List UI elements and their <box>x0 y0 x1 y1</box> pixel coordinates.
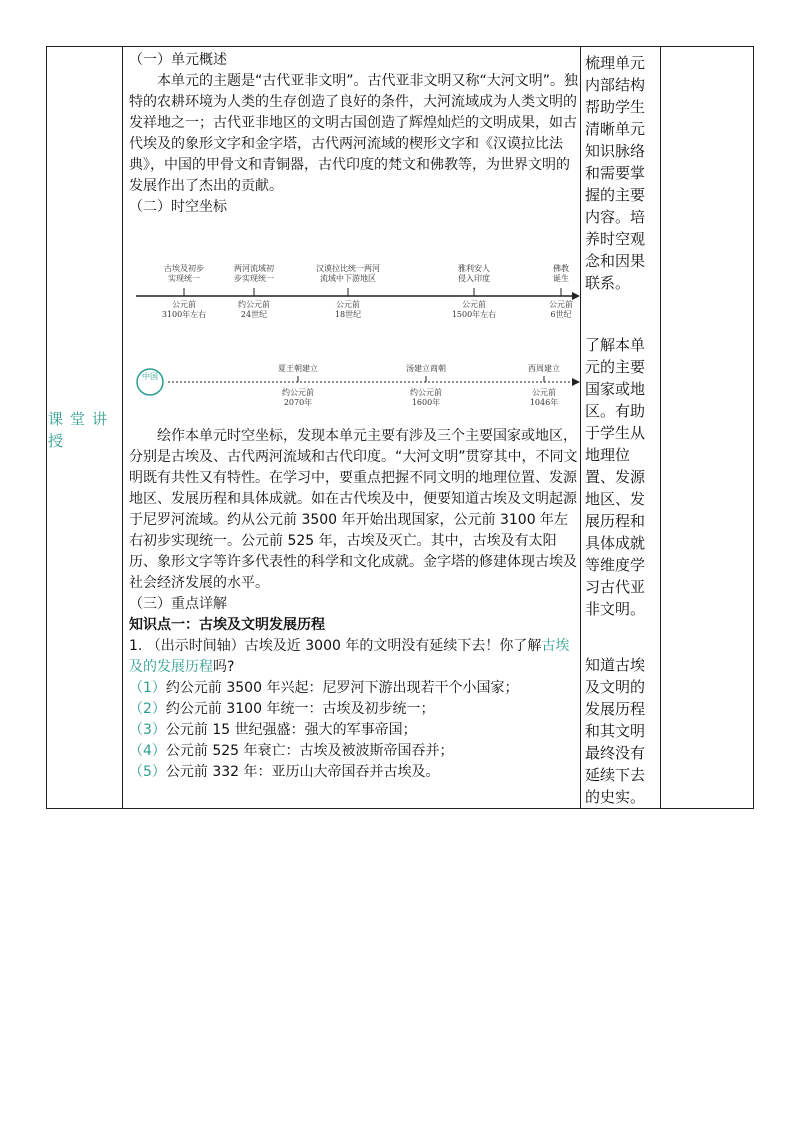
section-1-title: （一）单元概述 <box>129 52 227 68</box>
timeline-event-date: 约公元前 1600年 <box>410 388 442 407</box>
column-divider <box>660 46 661 809</box>
list-item-text: 约公元前 3500 年兴起：尼罗河下游出现若干个小国家； <box>165 680 519 696</box>
list-item-text: 公元前 15 世纪强盛：强大的军事帝国； <box>165 722 417 738</box>
timeline-event-label: 雅利安人 侵入印度 <box>458 264 490 283</box>
timeline-china <box>136 362 580 414</box>
timeline-event-date: 约公元前 2070年 <box>282 388 314 407</box>
list-item-number: （4） <box>129 743 166 759</box>
main-content <box>129 50 579 218</box>
list-item <box>129 741 579 762</box>
timeline-event-date: 公元前 1500年左右 <box>451 300 497 319</box>
row-label: 课堂讲授 <box>48 410 115 450</box>
timeline-event-label: 两河流域初 步实现统一 <box>234 264 274 283</box>
list-item-number: （3） <box>129 722 166 738</box>
china-badge: 中国 <box>142 372 158 381</box>
timeline-event-label: 汤建立商朝 <box>406 364 446 373</box>
question-1 <box>129 636 579 678</box>
main-content-2 <box>129 426 579 783</box>
timeline-event-label: 夏王朝建立 <box>278 364 318 373</box>
section-2-text: 绘作本单元时空坐标，发现本单元主要有涉及三个主要国家或地区，分别是古埃及、古代两河流域和古代印度。“大河文明”贯穿其中，不同文明既有共性又有特性。在学习中，要重点把握不同文明的地理位置、发源地区、发展历程和具体成就。如在古代埃及中，便要知道古埃及文明起源于尼罗河流域。约从公元前 3500 年开始出现国家，公元前 3100 年左右初步实现统一。公元前 525 年，古埃及灭亡。其中，古埃及有太阳历、象形文字等许多代表性的科学和文化成就。金字塔的修建体现古埃及社会经济发展的水平。 <box>129 428 578 591</box>
section-2-title: （二）时空坐标 <box>129 199 227 215</box>
timeline-event-label: 古埃及初步 实现统一 <box>164 264 204 283</box>
question-1-suffix: 吗? <box>213 659 235 675</box>
list-item-number: （5） <box>129 764 166 780</box>
timeline-event-label: 汉谟拉比统一两河 流域中下游地区 <box>316 264 380 283</box>
list-item <box>129 762 579 783</box>
side-note-3: 知道古埃及文明的发展历程和其文明最终没有延续下去的史实。 <box>585 656 646 806</box>
timeline-world <box>136 258 580 328</box>
question-1-text: 1. （出示时间轴）古埃及近 3000 年的文明没有延续下去！你了解 <box>129 638 542 654</box>
section-1-text: 本单元的主题是“古代亚非文明”。古代亚非文明又称“大河文明”。独特的农耕环境为人类的生存创造了良好的条件，大河流域成为人类文明的发祥地之一；古代亚非地区的文明古国创造了辉煌灿烂的文明成果，如古代埃及的象形文字和金字塔，古代两河流域的楔形文字和《汉谟拉比法典》，中国的甲骨文和青铜器，古代印度的梵文和佛教等，为世界文明的发展作出了杰出的贡献。 <box>129 73 579 194</box>
side-note-2: 了解本单元的主要国家或地区。有助于学生从地理位置、发源地区、发展历程和具体成就等维度学习古代亚非文明。 <box>585 336 646 618</box>
section-3-title: （三）重点详解 <box>129 596 227 612</box>
column-divider <box>580 46 581 809</box>
timeline-event-label: 佛教 诞生 <box>553 264 569 283</box>
list-item-text: 公元前 332 年：亚历山大帝国吞并古埃及。 <box>165 764 440 780</box>
timeline-event-label: 西周建立 <box>528 364 560 373</box>
timeline-event-date: 公元前 1046年 <box>529 388 559 407</box>
list-item <box>129 720 579 741</box>
timeline-event-date: 公元前 3100年左右 <box>161 300 207 319</box>
list-item <box>129 699 579 720</box>
timeline-event-date: 公元前 6世纪 <box>549 300 573 319</box>
column-divider <box>122 46 123 809</box>
list-item <box>129 678 579 699</box>
question-1-link[interactable]: 古埃及的发展历程 <box>129 638 570 675</box>
timeline-event-date: 公元前 18世纪 <box>334 300 362 319</box>
list-item-number: （1） <box>129 680 166 696</box>
timeline-event-date: 约公元前 24世纪 <box>238 300 270 319</box>
list-item-text: 约公元前 3100 年统一：古埃及初步统一； <box>165 701 435 717</box>
knowledge-point-1-title: 知识点一：古埃及文明发展历程 <box>129 617 325 633</box>
list-item-number: （2） <box>129 701 166 717</box>
side-note-1: 梳理单元内部结构帮助学生清晰单元知识脉络和需要掌握的主要内容。培养时空观念和因果联系。 <box>585 54 646 292</box>
list-item-text: 公元前 525 年衰亡：古埃及被波斯帝国吞并； <box>165 743 454 759</box>
